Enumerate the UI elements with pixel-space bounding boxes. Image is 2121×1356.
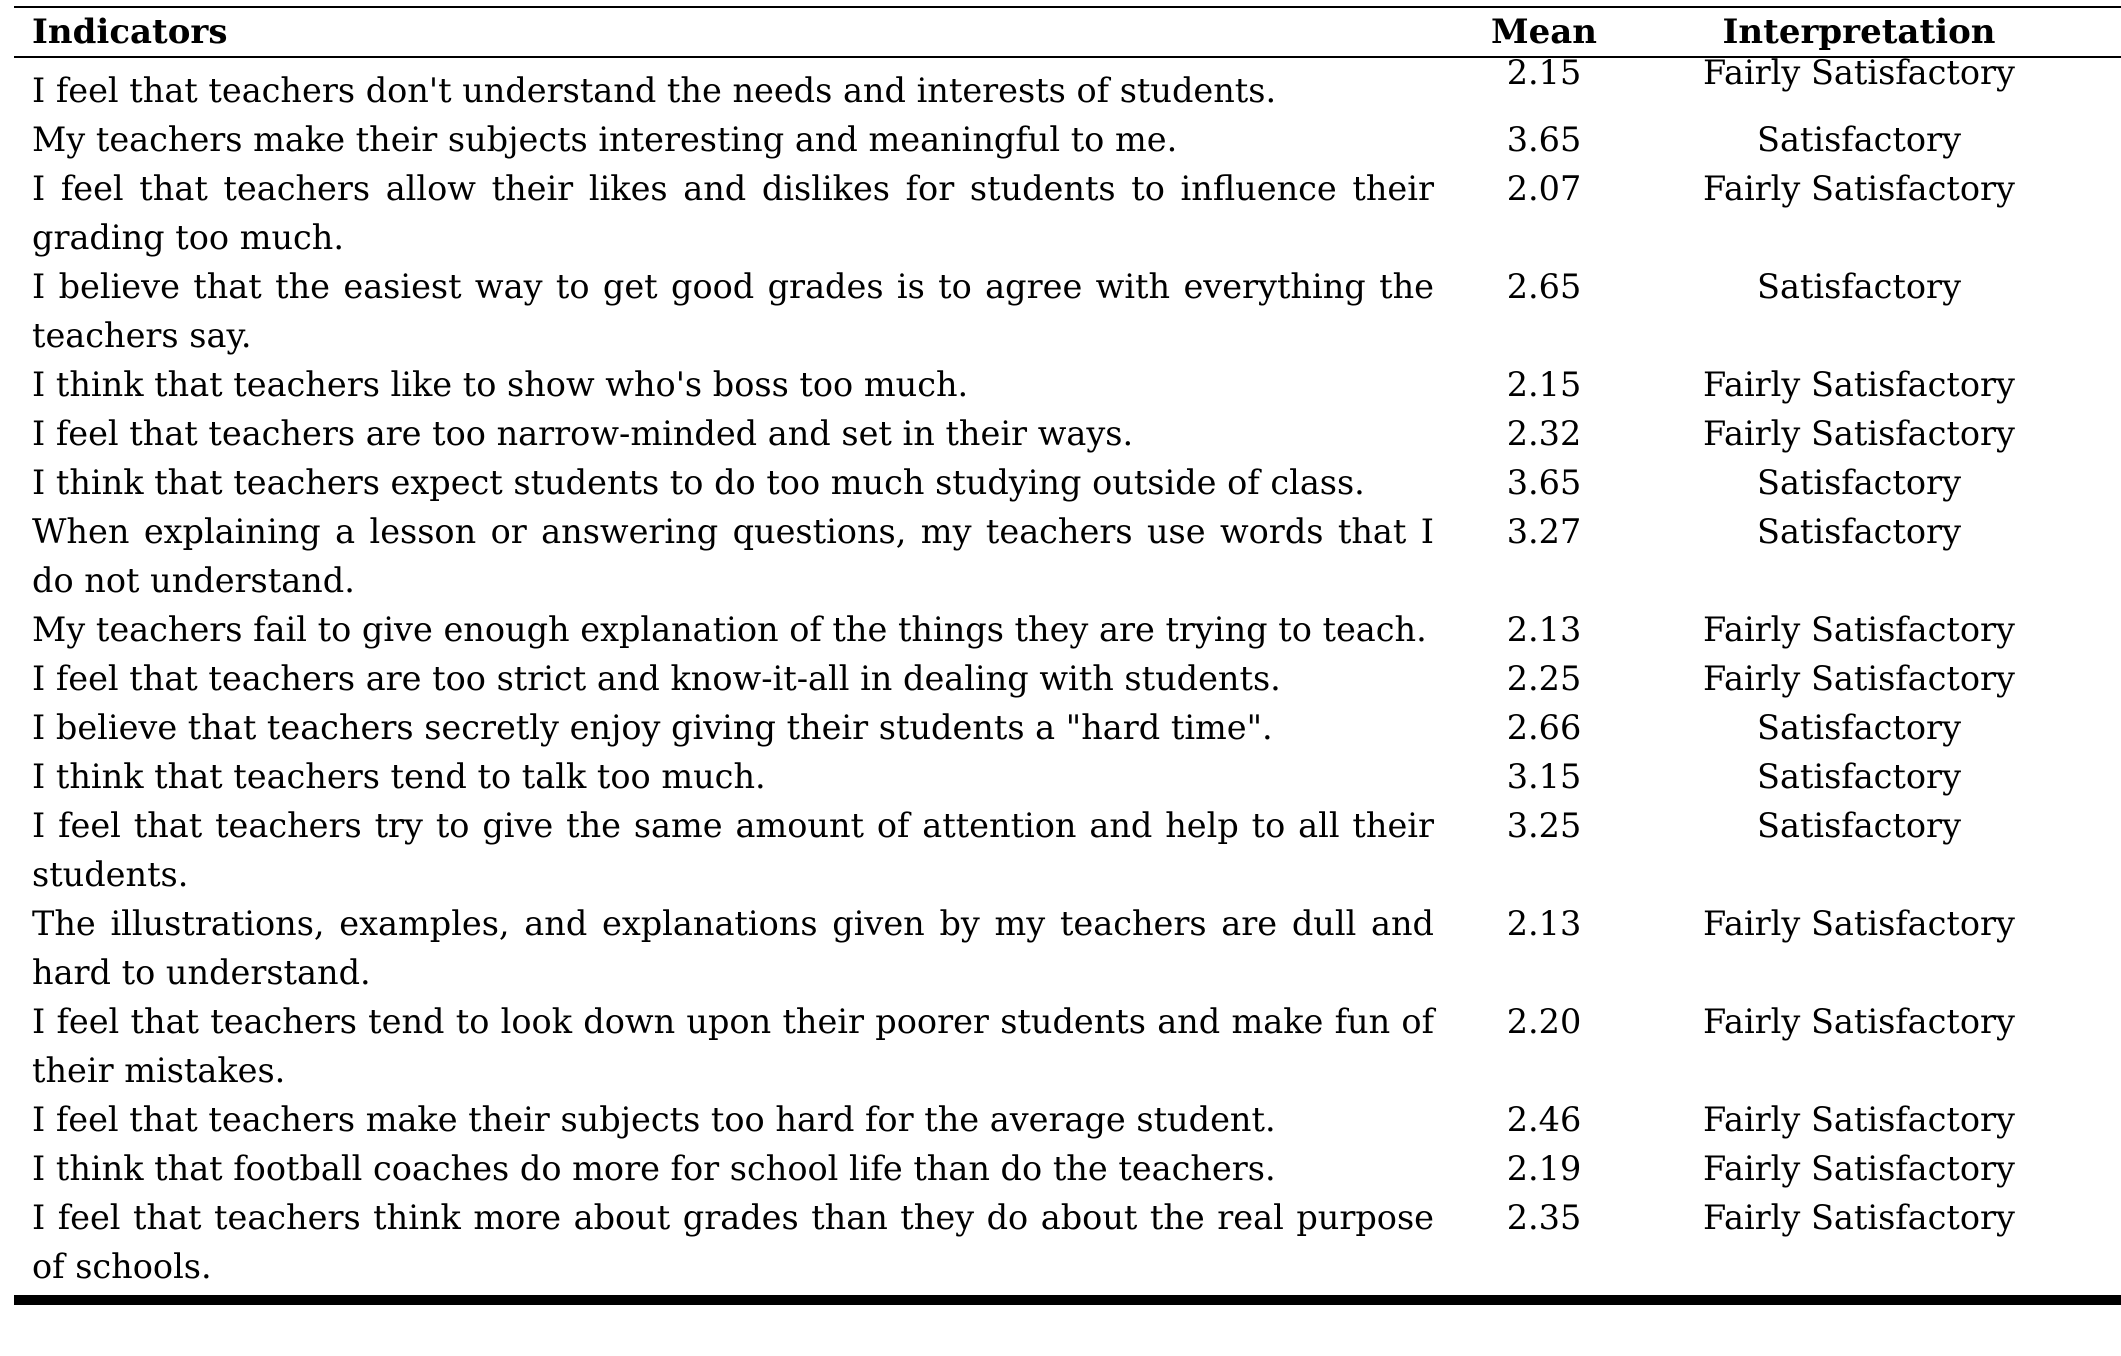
interpretation-cell: Satisfactory xyxy=(1757,267,1961,306)
interpretation-cell: Fairly Satisfactory xyxy=(1703,1149,2015,1188)
interpretation-cell: Satisfactory xyxy=(1757,512,1961,551)
interpretation-cell: Fairly Satisfactory xyxy=(1703,1002,2015,1041)
interpretation-cell: Fairly Satisfactory xyxy=(1703,1198,2015,1237)
table-row xyxy=(14,458,2121,507)
mean-cell: 3.27 xyxy=(1506,512,1582,551)
header-interpretation: Interpretation xyxy=(1722,12,1996,52)
mean-cell: 3.25 xyxy=(1506,806,1582,845)
indicator-cell: When explaining a lesson or answering questions, my teachers use words that I do not understand. xyxy=(32,512,1434,600)
interpretation-cell: Fairly Satisfactory xyxy=(1703,414,2015,453)
header-mean: Mean xyxy=(1490,12,1598,52)
mean-cell: 2.13 xyxy=(1506,904,1582,943)
mean-cell: 2.20 xyxy=(1506,1002,1582,1041)
indicator-cell: I feel that teachers are too narrow-minded and set in their ways. xyxy=(32,414,1134,453)
mean-cell: 2.65 xyxy=(1506,267,1582,306)
mean-cell: 2.13 xyxy=(1506,610,1582,649)
mean-cell: 2.46 xyxy=(1506,1100,1582,1139)
mean-cell: 3.65 xyxy=(1506,463,1582,502)
indicator-cell: I feel that teachers tend to look down upon their poorer students and make fun of their mistakes. xyxy=(32,1002,1434,1090)
table-row xyxy=(14,801,2121,899)
table-row xyxy=(14,752,2121,801)
table-row xyxy=(14,1095,2121,1144)
indicator-cell: I feel that teachers make their subjects too hard for the average student. xyxy=(32,1100,1276,1139)
mean-cell: 2.15 xyxy=(1506,365,1582,404)
table-bottom-rule xyxy=(14,1295,2121,1305)
indicator-cell: My teachers make their subjects interesting and meaningful to me. xyxy=(32,120,1178,159)
interpretation-cell: Fairly Satisfactory xyxy=(1703,904,2015,943)
mean-cell: 2.35 xyxy=(1506,1198,1582,1237)
mean-cell: 3.15 xyxy=(1506,757,1582,796)
interpretation-cell: Satisfactory xyxy=(1757,120,1961,159)
indicator-cell: I feel that teachers don't understand the needs and interests of students. xyxy=(32,71,1277,110)
table-row xyxy=(14,409,2121,458)
indicator-cell: I think that football coaches do more for school life than do the teachers. xyxy=(32,1149,1276,1188)
mean-cell: 3.65 xyxy=(1506,120,1582,159)
table-row xyxy=(14,605,2121,654)
table-row xyxy=(14,164,2121,262)
table-row xyxy=(14,997,2121,1095)
indicator-cell: I feel that teachers allow their likes and dislikes for students to influence their grading too much. xyxy=(32,169,1434,257)
indicator-cell: I believe that the easiest way to get good grades is to agree with everything the teachers say. xyxy=(32,267,1434,355)
table-row xyxy=(14,1144,2121,1193)
table-row xyxy=(14,703,2121,752)
indicator-cell: I feel that teachers try to give the same amount of attention and help to all their students. xyxy=(32,806,1434,894)
indicator-cell: The illustrations, examples, and explanations given by my teachers are dull and hard to understand. xyxy=(32,904,1434,992)
table-row xyxy=(14,654,2121,703)
table-row xyxy=(14,262,2121,360)
table-body xyxy=(14,53,2121,1295)
interpretation-cell: Fairly Satisfactory xyxy=(1703,365,2015,404)
interpretation-cell: Fairly Satisfactory xyxy=(1703,659,2015,698)
mean-cell: 2.25 xyxy=(1506,659,1582,698)
interpretation-cell: Fairly Satisfactory xyxy=(1703,53,2015,92)
indicator-cell: I believe that teachers secretly enjoy giving their students a "hard time". xyxy=(32,708,1273,747)
mean-cell: 2.15 xyxy=(1506,53,1582,92)
mean-cell: 2.19 xyxy=(1506,1149,1582,1188)
mean-cell: 2.66 xyxy=(1506,708,1582,747)
interpretation-cell: Fairly Satisfactory xyxy=(1703,610,2015,649)
mean-cell: 2.07 xyxy=(1506,169,1582,208)
interpretation-cell: Satisfactory xyxy=(1757,463,1961,502)
interpretation-cell: Satisfactory xyxy=(1757,708,1961,747)
table-row xyxy=(14,899,2121,997)
indicator-cell: I think that teachers like to show who's boss too much. xyxy=(32,365,969,404)
indicator-cell: I feel that teachers think more about grades than they do about the real purpose of schools. xyxy=(32,1198,1434,1286)
table-row xyxy=(14,507,2121,605)
indicators-table xyxy=(14,6,2121,1305)
interpretation-cell: Fairly Satisfactory xyxy=(1703,1100,2015,1139)
header-indicators: Indicators xyxy=(32,12,228,52)
interpretation-cell: Fairly Satisfactory xyxy=(1703,169,2015,208)
indicator-cell: My teachers fail to give enough explanation of the things they are trying to teach. xyxy=(32,610,1427,649)
indicator-cell: I feel that teachers are too strict and know-it-all in dealing with students. xyxy=(32,659,1281,698)
indicator-cell: I think that teachers expect students to do too much studying outside of class. xyxy=(32,463,1365,502)
table-row xyxy=(14,53,2121,115)
indicator-cell: I think that teachers tend to talk too much. xyxy=(32,757,766,796)
table-row xyxy=(14,115,2121,164)
interpretation-cell: Satisfactory xyxy=(1757,757,1961,796)
table-row xyxy=(14,1193,2121,1291)
mean-cell: 2.32 xyxy=(1506,414,1582,453)
interpretation-cell: Satisfactory xyxy=(1757,806,1961,845)
table-row xyxy=(14,360,2121,409)
